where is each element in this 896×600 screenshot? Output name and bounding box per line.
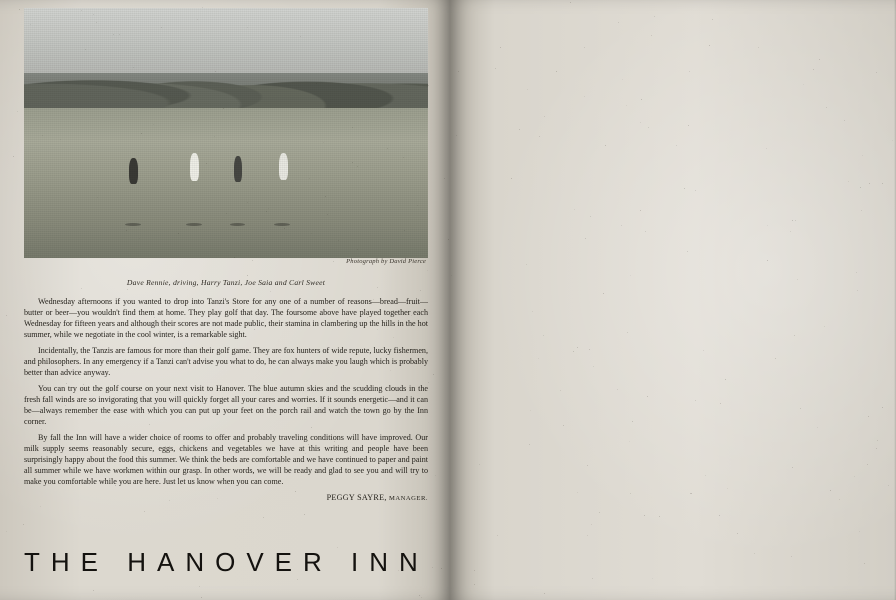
golf-photograph (24, 8, 428, 258)
paper-speck (93, 357, 94, 358)
paper-speck (41, 429, 42, 430)
paper-speck (214, 136, 215, 137)
paper-speck (803, 84, 804, 85)
paper-speck (592, 578, 593, 579)
article-paragraph: You can try out the golf course on your next visit to Hanover. The blue autumn skies and the scudding clouds in the fresh fall winds are so invigorating that you will quickly forget all your cares and worries. If it sounds energetic—and it can be—always remember the ease with which you can put up your feet on the porch rail and watch the town go by the Inn corner. (24, 383, 428, 426)
paper-speck (226, 213, 227, 214)
paper-speck (435, 475, 436, 476)
paper-speck (659, 516, 660, 517)
paper-speck (325, 196, 326, 197)
paper-speck (333, 261, 334, 262)
paper-speck (42, 135, 43, 136)
paper-speck (377, 329, 378, 330)
paper-speck (570, 2, 571, 3)
paper-speck (427, 270, 428, 271)
paper-speck (882, 183, 883, 184)
paper-speck (529, 444, 530, 445)
paper-speck (574, 209, 575, 210)
paper-speck (148, 413, 149, 414)
paper-speck (603, 293, 604, 294)
paper-speck (532, 311, 533, 312)
paper-speck (269, 470, 270, 471)
paper-speck (876, 72, 877, 73)
paper-speck (268, 208, 269, 209)
paper-speck (428, 382, 429, 383)
paper-speck (590, 216, 591, 217)
paper-speck (126, 230, 127, 231)
paper-speck (474, 584, 475, 585)
paper-speck (305, 453, 306, 454)
paper-speck (585, 238, 586, 239)
paper-speck (577, 492, 578, 493)
paper-speck (371, 568, 372, 569)
paper-speck (417, 205, 418, 206)
paper-speck (577, 347, 578, 348)
paper-speck (280, 359, 281, 360)
paper-speck (133, 67, 134, 68)
paper-speck (695, 190, 696, 191)
paper-speck (55, 556, 56, 557)
paper-speck (386, 457, 387, 458)
paper-speck (377, 287, 378, 288)
paper-speck (497, 535, 498, 536)
paper-speck (790, 231, 791, 232)
paper-speck (390, 370, 391, 371)
paper-speck (826, 107, 827, 108)
paper-speck (448, 239, 449, 240)
paper-speck (113, 34, 114, 35)
paper-speck (676, 145, 677, 146)
paper-speck (161, 27, 162, 28)
paper-speck (100, 467, 101, 468)
paper-speck (775, 358, 776, 359)
paper-speck (630, 275, 631, 276)
paper-speck (308, 444, 309, 445)
paper-speck (644, 515, 645, 516)
paper-speck (206, 163, 207, 164)
paper-speck (500, 47, 501, 48)
paper-speck (703, 350, 704, 351)
paper-speck (93, 590, 94, 591)
paper-speck (85, 49, 86, 50)
paper-speck (859, 531, 860, 532)
paper-speck (135, 311, 136, 312)
paper-speck (629, 441, 630, 442)
paper-speck (727, 488, 728, 489)
paper-speck (632, 421, 633, 422)
paper-speck (432, 567, 433, 568)
paper-speck (800, 408, 801, 409)
paper-speck (684, 188, 685, 189)
paper-speck (119, 34, 120, 35)
paper-speck (754, 553, 755, 554)
paper-speck (587, 465, 588, 466)
paper-speck (202, 7, 203, 8)
paper-speck (695, 400, 696, 401)
paper-speck (266, 211, 267, 212)
paper-speck (154, 317, 155, 318)
paper-speck (709, 45, 710, 46)
paper-speck (83, 384, 84, 385)
paper-speck (795, 220, 796, 221)
paper-speck (215, 71, 216, 72)
paper-speck (373, 299, 374, 300)
paper-speck (861, 210, 862, 211)
paper-speck (127, 480, 128, 481)
paper-speck (720, 403, 721, 404)
paper-speck (398, 570, 399, 571)
paper-speck (421, 597, 422, 598)
paper-speck (149, 424, 150, 425)
paper-speck (311, 233, 312, 234)
paper-speck (66, 383, 67, 384)
paper-speck (23, 524, 24, 525)
paper-speck (247, 27, 248, 28)
paper-speck (617, 389, 618, 390)
paper-speck (106, 360, 107, 361)
photo-credit: Photograph by David Pierce (346, 258, 426, 265)
paper-speck (630, 493, 631, 494)
article-signature (24, 492, 428, 504)
paper-speck (141, 133, 142, 134)
paper-speck (234, 257, 235, 258)
paper-speck (819, 59, 820, 60)
article-paragraph: By fall the Inn will have a wider choice of rooms to offer and probably traveling conditions will have improved. Our milk supply seems reasonably secure, eggs, chickens and vegetables we have at this writing and people have been surprisingly happy about the food this summer. We think the beds are comfortable and we have continued to paper and paint all summer while we have workmen within our grasp. In other words, we will be ready and glad to see you and will try to make you comfortable while you are here. Just let us know when you can come. (24, 432, 428, 486)
paper-speck (888, 485, 889, 486)
paper-speck (153, 124, 154, 125)
paper-speck (195, 441, 196, 442)
paper-speck (862, 155, 863, 156)
paper-speck (854, 476, 855, 477)
paper-speck (839, 499, 840, 500)
paper-speck (848, 181, 849, 182)
paper-speck (69, 300, 70, 301)
paper-speck (433, 374, 434, 375)
paper-speck (882, 407, 883, 408)
paper-speck (270, 291, 271, 292)
paper-speck (298, 280, 299, 281)
paper-speck (247, 202, 248, 203)
paper-speck (357, 249, 358, 250)
paper-speck (213, 330, 214, 331)
paper-speck (622, 79, 623, 80)
paper-speck (868, 416, 869, 417)
article-paragraph: Incidentally, the Tanzis are famous for more than their golf game. They are fox hunters of wide repute, lucky fishermen, and philosophers. In any emergency if a Tanzi can't advise you what to do, he can always make you laugh which is probably better than advice anyway. (24, 345, 428, 378)
paper-speck (519, 129, 520, 130)
paper-speck (217, 498, 218, 499)
paper-speck (93, 14, 94, 15)
paper-speck (338, 240, 339, 241)
paper-speck (35, 360, 36, 361)
paper-speck (584, 47, 585, 48)
paper-speck (120, 388, 121, 389)
paper-speck (127, 289, 128, 290)
inn-article (24, 296, 428, 504)
paper-speck (170, 392, 171, 393)
paper-speck (860, 187, 861, 188)
paper-speck (77, 456, 78, 457)
paper-speck (792, 220, 793, 221)
paper-speck (648, 127, 649, 128)
paper-speck (824, 326, 825, 327)
paper-speck (856, 272, 857, 273)
paper-speck (284, 228, 285, 229)
article-paragraph: Wednesday afternoons if you wanted to drop into Tanzi's Store for any one of a number of reasons—bread—fruit—butter or beer—you wouldn't find them at home. They play golf that day. The foursome above have played together each Wednesday for fifteen years and although their scores are not made public, their stamina in clambering up the hills in the hot summer, while we negotiate in the cool winter, is a remarkable sight. (24, 297, 428, 340)
paper-speck (687, 251, 688, 252)
paper-speck (495, 68, 496, 69)
paper-speck (651, 35, 652, 36)
paper-speck (411, 315, 412, 316)
paper-speck (263, 517, 264, 518)
paper-speck (318, 407, 319, 408)
paper-speck (304, 412, 305, 413)
paper-speck (539, 136, 540, 137)
paper-speck (400, 112, 401, 113)
paper-speck (133, 388, 134, 389)
paper-speck (162, 564, 163, 565)
paper-speck (374, 349, 375, 350)
paper-speck (797, 279, 798, 280)
paper-speck (877, 440, 878, 441)
paper-speck (689, 71, 690, 72)
paper-speck (171, 61, 172, 62)
paper-speck (530, 410, 531, 411)
paper-speck (791, 556, 792, 557)
paper-speck (474, 570, 475, 571)
paper-speck (139, 238, 140, 239)
paper-speck (197, 19, 198, 20)
paper-speck (97, 197, 98, 198)
paper-speck (652, 578, 653, 579)
paper-speck (178, 233, 179, 234)
paper-speck (543, 335, 544, 336)
paper-speck (19, 9, 20, 10)
paper-speck (117, 366, 118, 367)
paper-speck (444, 178, 445, 179)
paper-speck (334, 441, 335, 442)
paper-speck (876, 448, 877, 449)
paper-speck (65, 405, 66, 406)
paper-speck (869, 183, 870, 184)
paper-speck (645, 231, 646, 232)
hanover-inn-logotype: THE HANOVER INN (24, 547, 429, 577)
photo-caption: Dave Rennie, driving, Harry Tanzi, Joe Saia and Carl Sweet (126, 278, 326, 287)
paper-speck (327, 214, 328, 215)
paper-speck (367, 317, 368, 318)
paper-speck (60, 139, 61, 140)
paper-speck (441, 568, 442, 569)
paper-speck (420, 290, 421, 291)
paper-speck (654, 16, 655, 17)
paper-speck (844, 120, 845, 121)
paper-speck (81, 10, 82, 11)
paper-speck (792, 467, 793, 468)
paper-speck (830, 490, 831, 491)
paper-speck (337, 547, 338, 548)
paper-speck (356, 451, 357, 452)
paper-speck (304, 514, 305, 515)
paper-speck (297, 579, 298, 580)
paper-speck (309, 178, 310, 179)
paper-speck (688, 125, 689, 126)
paper-speck (813, 69, 814, 70)
paper-speck (867, 464, 868, 465)
paper-speck (6, 531, 7, 532)
paper-speck (223, 108, 224, 109)
paper-speck (254, 329, 255, 330)
paper-speck (527, 89, 528, 90)
paper-speck (767, 225, 768, 226)
paper-speck (252, 188, 253, 189)
paper-speck (88, 414, 89, 415)
paper-speck (725, 379, 726, 380)
paper-speck (96, 22, 97, 23)
paper-speck (281, 351, 282, 352)
paper-speck (737, 533, 738, 534)
paper-speck (712, 19, 713, 20)
paper-speck (300, 36, 301, 37)
paper-speck (864, 563, 865, 564)
paper-speck (593, 366, 594, 367)
paper-speck (352, 162, 353, 163)
paper-speck (252, 260, 253, 261)
paper-speck (13, 156, 14, 157)
paper-speck (451, 275, 452, 276)
paper-speck (640, 122, 641, 123)
paper-speck (247, 275, 248, 276)
paper-speck (766, 148, 767, 149)
paper-speck (544, 116, 545, 117)
paper-speck (232, 170, 233, 171)
paper-speck (323, 142, 324, 143)
paper-speck (352, 127, 353, 128)
paper-speck (357, 166, 358, 167)
paper-speck (892, 140, 893, 141)
paper-speck (794, 335, 795, 336)
paper-speck (115, 485, 116, 486)
paper-speck (197, 390, 198, 391)
paper-speck (199, 586, 200, 587)
paper-speck (599, 512, 600, 513)
paper-speck (295, 491, 296, 492)
paper-speck (30, 24, 31, 25)
paper-speck (857, 290, 858, 291)
paper-speck (705, 475, 706, 476)
paper-speck (560, 390, 561, 391)
paper-speck (316, 83, 317, 84)
paper-speck (428, 85, 429, 86)
paper-speck (419, 595, 420, 596)
paper-speck (640, 210, 641, 211)
paper-speck (479, 464, 480, 465)
paper-speck (573, 351, 574, 352)
paper-speck (627, 332, 628, 333)
paper-speck (311, 427, 312, 428)
paper-speck (393, 337, 394, 338)
paper-speck (626, 105, 627, 106)
paper-speck (621, 225, 622, 226)
paper-speck (201, 597, 202, 598)
paper-speck (563, 425, 564, 426)
paper-speck (526, 264, 527, 265)
paper-speck (584, 96, 585, 97)
paper-speck (456, 135, 457, 136)
right-page (450, 0, 896, 600)
paper-speck (690, 493, 691, 494)
paper-speck (587, 535, 588, 536)
paper-speck (83, 298, 84, 299)
paper-speck (758, 47, 759, 48)
paper-speck (511, 178, 512, 179)
paper-speck (409, 101, 410, 102)
paper-speck (719, 515, 720, 516)
paper-speck (647, 396, 648, 397)
paper-speck (605, 145, 606, 146)
paper-speck (40, 506, 41, 507)
paper-speck (538, 358, 539, 359)
signature-role: MANAGER. (389, 494, 428, 502)
paper-speck (17, 111, 18, 112)
paper-speck (144, 511, 145, 512)
paper-speck (556, 71, 557, 72)
photo-grain (24, 8, 428, 258)
paper-speck (404, 230, 405, 231)
paper-speck (169, 500, 170, 501)
paper-speck (544, 593, 545, 594)
signature-name: PEGGY SAYRE, (326, 492, 387, 502)
paper-speck (6, 315, 7, 316)
paper-speck (591, 524, 592, 525)
paper-speck (767, 260, 768, 261)
paper-speck (817, 427, 818, 428)
paper-speck (81, 288, 82, 289)
paper-speck (618, 22, 619, 23)
paper-speck (458, 71, 459, 72)
paper-speck (403, 157, 404, 158)
paper-speck (641, 99, 642, 100)
paper-speck (589, 349, 590, 350)
paper-speck (387, 148, 388, 149)
